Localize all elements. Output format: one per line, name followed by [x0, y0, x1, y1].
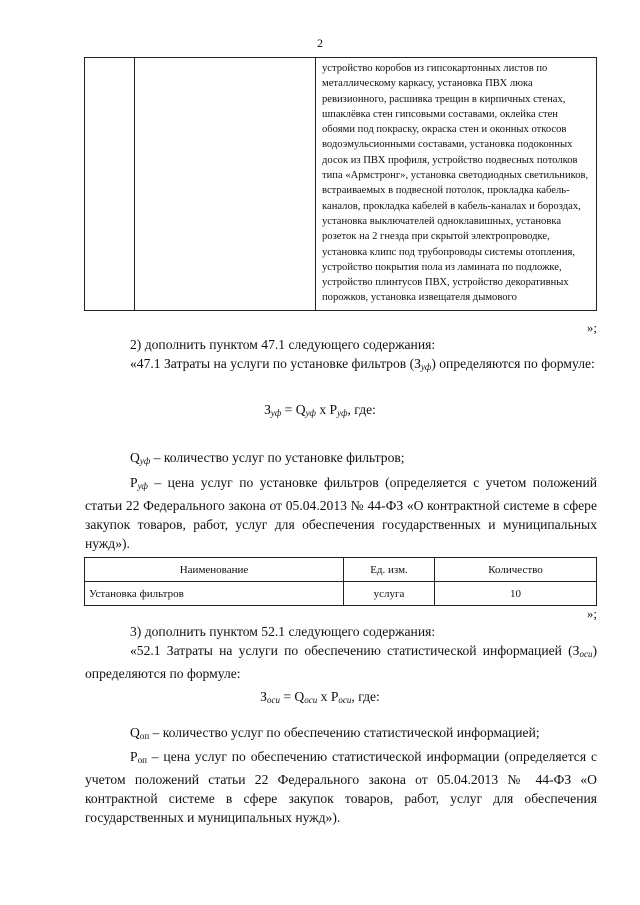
item2-definition-p: $Р_{уф}$ – цена услуг по установке фильтров (определяется с учетом положений статьи 22 Федерального закона от 05.04.2013 № 44-ФЗ «О контрактной системе в сфере закупок товаров, работ, услуг для обеспечения государственных и муниципальных нужд»). — [85, 475, 597, 551]
header-unit: Ед. изм. — [344, 558, 435, 582]
item2-definition-q: $Q_{уф}$ – количество услуг по установке фильтров; — [130, 450, 405, 466]
item3-definition-p: Роп – цена услуг по обеспечению статистической информации (определяется с учетом положений статьи 22 Федерального закона от 05.04.2013 № 44-ФЗ «О контрактной системе в сфере закупок товаров, работ, услуг для обеспечения государственных и муниципальных нужд»). — [85, 749, 597, 825]
header-name: Наименование — [85, 558, 344, 582]
item2-heading: 2) дополнить пунктом 47.1 следующего содержания: — [130, 337, 436, 352]
page-number: 2 — [317, 36, 323, 50]
closing-quote-1: »; — [586, 320, 597, 335]
works-table — [84, 57, 597, 311]
filter-table — [84, 557, 597, 606]
table-cell-empty-1 — [85, 58, 135, 311]
item3-intro: «52.1 Затраты на услуги по обеспечению статистической информацией $(З_{оси})$ определяются по формуле: — [85, 643, 597, 681]
cell-name: Установка фильтров — [85, 582, 344, 606]
table-row — [85, 58, 597, 311]
item3-heading: 3) дополнить пунктом 52.1 следующего содержания: — [130, 624, 436, 639]
header-quantity: Количество — [435, 558, 597, 582]
cell-quantity: 10 — [435, 582, 597, 606]
item2-intro: «47.1 Затраты на услуги по установке фильтров $(З_{уф})$ определяются по формуле: — [130, 356, 595, 372]
item3-formula: $З_{оси} = Q_{оси}$ х $Р_{оси}$, где: — [260, 689, 380, 705]
table-cell-empty-2 — [135, 58, 316, 311]
item2-formula: $З_{уф} = Q_{уф}$ х $Р_{уф}$, где: — [264, 402, 376, 418]
table-row — [85, 582, 597, 606]
table-header-row — [85, 558, 597, 582]
works-description-cell: устройство коробов из гипсокартонных листов по металлическому каркасу, установка ПВХ люка ревизионного, расшивка трещин в кирпичных стенах, шпаклёвка стен гипсовыми составами, оклейка стен обоями под покраску, окраска стен и оконных откосов водоэмульсионными составами, установка подоконных досок из ПВХ профиля, устройство подвесных потолков типа «Армстронг», установка светодиодных светильников, встраиваемых в подвесной потолок, прокладка кабель-каналов, прокладка кабелей в кабель-каналах и бороздах, установка выключателей одноклавишных, установка розеток на 2 гнезда при скрытой электропроводке, установка клипс под трубопроводы системы отопления, устройство покрытия пола из ламината по подложке, устройство плинтусов ПВХ, устройство декоративных порожков, установка извещателя дымового — [316, 58, 597, 311]
cell-unit: услуга — [344, 582, 435, 606]
item3-definition-q: Qоп – количество услуг по обеспечению статистической информацией; — [130, 725, 540, 741]
closing-quote-2: »; — [586, 606, 597, 621]
